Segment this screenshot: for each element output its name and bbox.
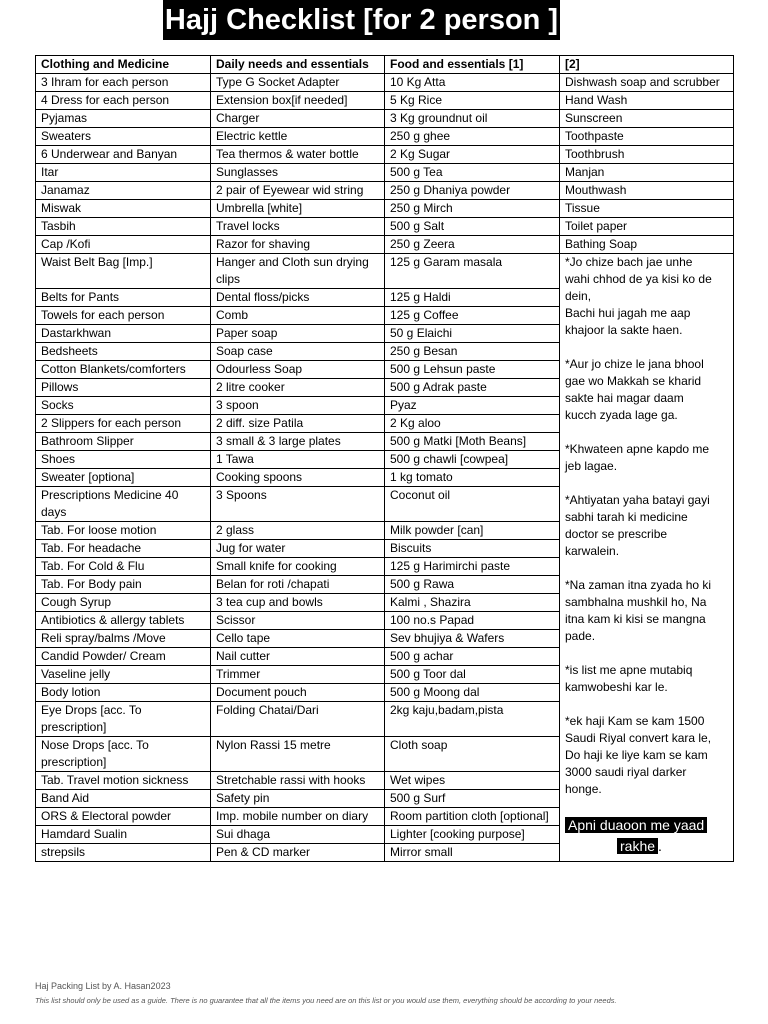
note-line: *Khwateen apne kapdo me: [565, 442, 710, 456]
food-2-cell: Bathing Soap: [560, 236, 734, 254]
food-2-cell: Sunscreen: [560, 110, 734, 128]
clothing-cell: Nose Drops [acc. To prescription]: [36, 737, 211, 772]
footer-credit: Haj Packing List by A. Hasan2023: [35, 981, 171, 991]
table-row: [36, 182, 734, 200]
clothing-cell: Tab. For headache: [36, 540, 211, 558]
clothing-cell: Cap /Kofi: [36, 236, 211, 254]
food-cell: Pyaz: [385, 397, 560, 415]
daily-needs-cell: Folding Chatai/Dari: [211, 702, 385, 737]
table-row: [36, 254, 734, 289]
note-line: jeb lagae.: [565, 459, 618, 473]
clothing-cell: Tab. For Cold & Flu: [36, 558, 211, 576]
table-row: [36, 110, 734, 128]
food-2-cell: Toothbrush: [560, 146, 734, 164]
daily-needs-cell: Extension box[if needed]: [211, 92, 385, 110]
daily-needs-cell: Razor for shaving: [211, 236, 385, 254]
clothing-cell: 2 Slippers for each person: [36, 415, 211, 433]
note-paragraph: [565, 356, 728, 424]
note-line: 3000 saudi riyal darker: [565, 765, 687, 779]
notes-cell: [560, 254, 734, 862]
food-cell: 5 Kg Rice: [385, 92, 560, 110]
table-row: [36, 218, 734, 236]
food-cell: Milk powder [can]: [385, 522, 560, 540]
food-2-cell: Tissue: [560, 200, 734, 218]
food-2-cell: Toothpaste: [560, 128, 734, 146]
daily-needs-cell: Comb: [211, 307, 385, 325]
clothing-cell: Tasbih: [36, 218, 211, 236]
food-cell: 50 g Elaichi: [385, 325, 560, 343]
clothing-cell: Waist Belt Bag [Imp.]: [36, 254, 211, 289]
daily-needs-cell: Stretchable rassi with hooks: [211, 772, 385, 790]
clothing-cell: Itar: [36, 164, 211, 182]
food-cell: 250 g Dhaniya powder: [385, 182, 560, 200]
food-cell: Coconut oil: [385, 487, 560, 522]
clothing-cell: Bedsheets: [36, 343, 211, 361]
clothing-cell: Cotton Blankets/comforters: [36, 361, 211, 379]
table-row: [36, 200, 734, 218]
clothing-cell: Prescriptions Medicine 40 days: [36, 487, 211, 522]
food-cell: 500 g Tea: [385, 164, 560, 182]
clothing-cell: Sweater [optiona]: [36, 469, 211, 487]
food-cell: 500 g Rawa: [385, 576, 560, 594]
food-cell: 100 no.s Papad: [385, 612, 560, 630]
note-line: *Na zaman itna zyada ho ki: [565, 578, 712, 592]
food-cell: 500 g Adrak paste: [385, 379, 560, 397]
closing-line-1: Apni duaoon me yaad: [565, 817, 707, 833]
header-row: [36, 56, 734, 74]
note-line: kucch zyada lage ga.: [565, 408, 678, 422]
clothing-cell: Antibiotics & allergy tablets: [36, 612, 211, 630]
daily-needs-cell: 3 spoon: [211, 397, 385, 415]
daily-needs-cell: 2 pair of Eyewear wid string: [211, 182, 385, 200]
food-cell: Wet wipes: [385, 772, 560, 790]
clothing-cell: Pyjamas: [36, 110, 211, 128]
food-cell: Mirror small: [385, 844, 560, 862]
food-cell: Biscuits: [385, 540, 560, 558]
food-cell: 2 Kg Sugar: [385, 146, 560, 164]
clothing-cell: Body lotion: [36, 684, 211, 702]
clothing-cell: Tab. For Body pain: [36, 576, 211, 594]
clothing-cell: Belts for Pants: [36, 289, 211, 307]
daily-needs-cell: Cooking spoons: [211, 469, 385, 487]
note-line: *Ahtiyatan yaha batayi gayi: [565, 493, 710, 507]
clothing-cell: Hamdard Sualin: [36, 826, 211, 844]
clothing-cell: Eye Drops [acc. To prescription]: [36, 702, 211, 737]
daily-needs-cell: Charger: [211, 110, 385, 128]
column-header-food-1: Food and essentials [1]: [385, 56, 560, 74]
table-row: [36, 128, 734, 146]
food-cell: 500 g Surf: [385, 790, 560, 808]
clothing-cell: Sweaters: [36, 128, 211, 146]
closing-message: [565, 815, 728, 857]
food-cell: Kalmi , Shazira: [385, 594, 560, 612]
daily-needs-cell: Paper soap: [211, 325, 385, 343]
column-header-clothing: Clothing and Medicine: [36, 56, 211, 74]
daily-needs-cell: Document pouch: [211, 684, 385, 702]
note-line: karwalein.: [565, 544, 620, 558]
clothing-cell: Shoes: [36, 451, 211, 469]
food-cell: 250 g Besan: [385, 343, 560, 361]
table-row: [36, 74, 734, 92]
clothing-cell: Bathroom Slipper: [36, 433, 211, 451]
daily-needs-cell: Hanger and Cloth sun drying clips: [211, 254, 385, 289]
daily-needs-cell: 3 Spoons: [211, 487, 385, 522]
food-cell: 500 g achar: [385, 648, 560, 666]
daily-needs-cell: 2 glass: [211, 522, 385, 540]
note-line: Saudi Riyal convert kara le,: [565, 731, 712, 745]
daily-needs-cell: Type G Socket Adapter: [211, 74, 385, 92]
daily-needs-cell: 2 litre cooker: [211, 379, 385, 397]
table-row: [36, 164, 734, 182]
daily-needs-cell: Nail cutter: [211, 648, 385, 666]
column-header-daily-needs: Daily needs and essentials: [211, 56, 385, 74]
food-cell: 2kg kaju,badam,pista: [385, 702, 560, 737]
food-2-cell: Toilet paper: [560, 218, 734, 236]
note-paragraph: [565, 254, 728, 339]
table-row: [36, 236, 734, 254]
note-paragraph: [565, 492, 728, 560]
food-cell: 500 g chawli [cowpea]: [385, 451, 560, 469]
daily-needs-cell: Umbrella [white]: [211, 200, 385, 218]
note-line: honge.: [565, 782, 602, 796]
daily-needs-cell: Soap case: [211, 343, 385, 361]
daily-needs-cell: Sunglasses: [211, 164, 385, 182]
clothing-cell: 6 Underwear and Banyan: [36, 146, 211, 164]
daily-needs-cell: Jug for water: [211, 540, 385, 558]
table-row: [36, 146, 734, 164]
clothing-cell: Vaseline jelly: [36, 666, 211, 684]
food-cell: 10 Kg Atta: [385, 74, 560, 92]
clothing-cell: Towels for each person: [36, 307, 211, 325]
food-cell: 500 g Matki [Moth Beans]: [385, 433, 560, 451]
daily-needs-cell: 3 tea cup and bowls: [211, 594, 385, 612]
note-paragraph: [565, 662, 728, 696]
clothing-cell: Dastarkhwan: [36, 325, 211, 343]
food-2-cell: Manjan: [560, 164, 734, 182]
daily-needs-cell: Trimmer: [211, 666, 385, 684]
daily-needs-cell: Scissor: [211, 612, 385, 630]
clothing-cell: Cough Syrup: [36, 594, 211, 612]
clothing-cell: ORS & Electoral powder: [36, 808, 211, 826]
clothing-cell: Reli spray/balms /Move: [36, 630, 211, 648]
daily-needs-cell: Electric kettle: [211, 128, 385, 146]
table-row: [36, 92, 734, 110]
note-line: sambhalna mushkil ho, Na: [565, 595, 707, 609]
clothing-cell: Socks: [36, 397, 211, 415]
clothing-cell: Tab. Travel motion sickness: [36, 772, 211, 790]
note-paragraph: [565, 577, 728, 645]
note-line: wahi chhod de ya kisi ko de: [565, 272, 712, 286]
food-cell: 500 g Toor dal: [385, 666, 560, 684]
note-line: Do haji ke liye kam se kam: [565, 748, 708, 762]
note-line: *Aur jo chize le jana bhool: [565, 357, 704, 371]
daily-needs-cell: Dental floss/picks: [211, 289, 385, 307]
note-line: itna kam ki kisi se mangna: [565, 612, 706, 626]
food-cell: 250 g ghee: [385, 128, 560, 146]
daily-needs-cell: Tea thermos & water bottle: [211, 146, 385, 164]
daily-needs-cell: Sui dhaga: [211, 826, 385, 844]
daily-needs-cell: Travel locks: [211, 218, 385, 236]
clothing-cell: Miswak: [36, 200, 211, 218]
daily-needs-cell: Small knife for cooking: [211, 558, 385, 576]
note-line: sakte hai magar daam: [565, 391, 684, 405]
food-cell: 2 Kg aloo: [385, 415, 560, 433]
food-2-cell: Mouthwash: [560, 182, 734, 200]
note-line: *ek haji Kam se kam 1500: [565, 714, 705, 728]
note-line: kamwobeshi kar le.: [565, 680, 668, 694]
note-line: *Jo chize bach jae unhe: [565, 255, 693, 269]
food-cell: Cloth soap: [385, 737, 560, 772]
note-line: khajoor la sakte haen.: [565, 323, 683, 337]
daily-needs-cell: Belan for roti /chapati: [211, 576, 385, 594]
food-2-cell: Hand Wash: [560, 92, 734, 110]
footer-disclaimer: This list should only be used as a guide. There is no guarantee that all the items you need are on this list or you would use them, everything should be according to your needs.: [35, 996, 617, 1005]
food-cell: 500 g Lehsun paste: [385, 361, 560, 379]
daily-needs-cell: Nylon Rassi 15 metre: [211, 737, 385, 772]
daily-needs-cell: Odourless Soap: [211, 361, 385, 379]
food-cell: 1 kg tomato: [385, 469, 560, 487]
food-cell: Room partition cloth [optional]: [385, 808, 560, 826]
food-cell: 500 g Salt: [385, 218, 560, 236]
daily-needs-cell: Safety pin: [211, 790, 385, 808]
food-cell: 250 g Mirch: [385, 200, 560, 218]
daily-needs-cell: Cello tape: [211, 630, 385, 648]
column-header-food-2: [2]: [560, 56, 734, 74]
note-line: pade.: [565, 629, 596, 643]
food-cell: 125 g Harimirchi paste: [385, 558, 560, 576]
food-cell: 125 g Haldi: [385, 289, 560, 307]
food-cell: 125 g Coffee: [385, 307, 560, 325]
clothing-cell: Pillows: [36, 379, 211, 397]
food-cell: Sev bhujiya & Wafers: [385, 630, 560, 648]
food-cell: 250 g Zeera: [385, 236, 560, 254]
daily-needs-cell: Imp. mobile number on diary: [211, 808, 385, 826]
closing-line-2: rakhe: [617, 838, 658, 854]
food-cell: 125 g Garam masala: [385, 254, 560, 289]
closing-period: .: [658, 838, 662, 854]
daily-needs-cell: 3 small & 3 large plates: [211, 433, 385, 451]
page-title: Hajj Checklist [for 2 person ]: [163, 0, 560, 40]
note-line: sabhi tarah ki medicine: [565, 510, 688, 524]
food-cell: 500 g Moong dal: [385, 684, 560, 702]
note-paragraph: [565, 713, 728, 798]
note-line: gae wo Makkah se kharid: [565, 374, 702, 388]
clothing-cell: Janamaz: [36, 182, 211, 200]
clothing-cell: 3 Ihram for each person: [36, 74, 211, 92]
note-paragraph: [565, 441, 728, 475]
food-2-cell: Dishwash soap and scrubber: [560, 74, 734, 92]
note-line: dein,: [565, 289, 592, 303]
food-cell: Lighter [cooking purpose]: [385, 826, 560, 844]
checklist-table: [35, 55, 734, 862]
clothing-cell: 4 Dress for each person: [36, 92, 211, 110]
daily-needs-cell: 1 Tawa: [211, 451, 385, 469]
daily-needs-cell: 2 diff. size Patila: [211, 415, 385, 433]
note-line: doctor se prescribe: [565, 527, 668, 541]
daily-needs-cell: Pen & CD marker: [211, 844, 385, 862]
clothing-cell: Tab. For loose motion: [36, 522, 211, 540]
clothing-cell: strepsils: [36, 844, 211, 862]
note-line: Bachi hui jagah me aap: [565, 306, 691, 320]
note-line: *is list me apne mutabiq: [565, 663, 693, 677]
food-cell: 3 Kg groundnut oil: [385, 110, 560, 128]
clothing-cell: Band Aid: [36, 790, 211, 808]
clothing-cell: Candid Powder/ Cream: [36, 648, 211, 666]
